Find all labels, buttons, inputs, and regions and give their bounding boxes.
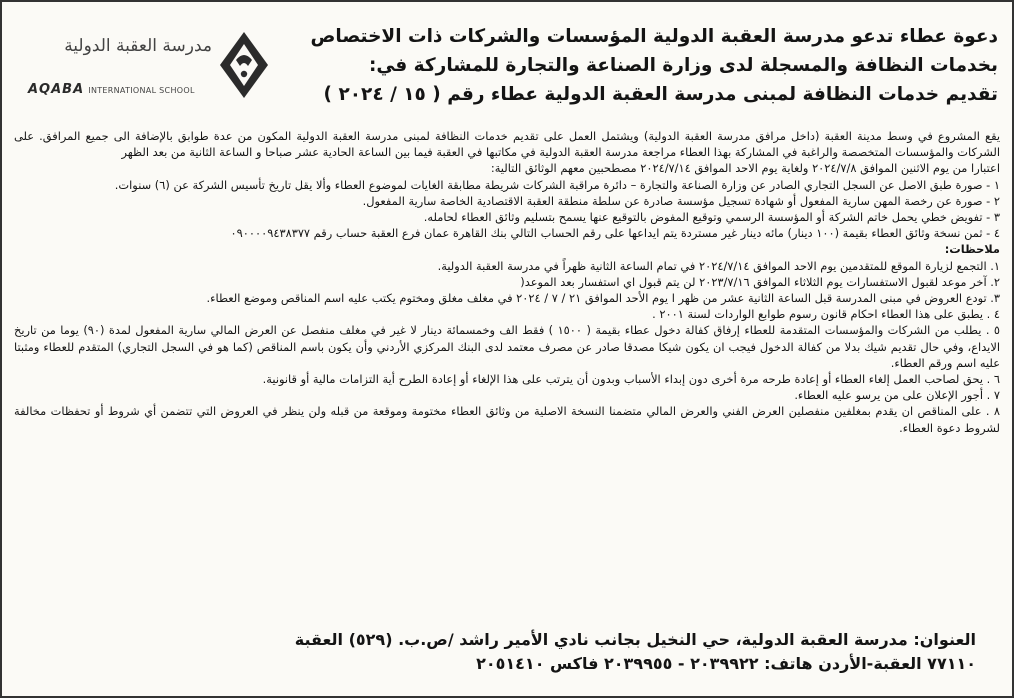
contact-footer: [136, 628, 976, 676]
notes-heading: ملاحظات:: [944, 242, 1000, 257]
document-item: ١ - صورة طبق الاصل عن السجل التجاري الصادر عن وزارة الصناعة والتجارة – دائرة مراقبة الشركات شريطة مطابقة الغايات لموضوع العطاء وألا يقل تاريخ تأسيس الشركة عن (٦) سنوات.: [114, 177, 1000, 192]
note-item: ٤ . يطبق على هذا العطاء احكام قانون رسوم طوابع الواردات لسنة ٢٠٠١ .: [652, 307, 1000, 322]
tender-body: [14, 128, 1000, 436]
school-logo: [22, 30, 272, 102]
note-item: ٦ . يحق لصاحب العمل إلغاء العطاء أو إعادة طرحه مرة أخرى دون إبداء الأسباب وبدون أن يترتب على هذا الإلغاء أو إعادة الطرح أية التزامات مالية أو قانونية.: [262, 372, 1000, 387]
document-item: ٣ - تفويض خطي يحمل خاتم الشركة أو المؤسسة الرسمي وتوقيع المفوض بالتوقيع عنها يسمح بتسليم وثائق العطاء لحامله.: [423, 210, 1000, 225]
document-item: ٤ - ثمن نسخة وثائق العطاء بقيمة (١٠٠ دينار) مائه دينار غير مستردة يتم ايداعها على رقم الحساب التالي بنك القاهرة عمان فرع العقبة حساب رقم ٠٩٠٠٠٠٩٤٣٨٣٧٧: [230, 226, 1000, 241]
title-line-1: دعوة عطاء تدعو مدرسة العقبة الدولية المؤسسات والشركات ذات الاختصاص: [310, 26, 998, 47]
logo-arabic-name: مدرسة العقبة الدولية: [64, 36, 212, 56]
address-line: العنوان: مدرسة العقبة الدولية، حي النخيل بجانب نادي الأمير راشد /ص.ب. (٥٢٩) العقبة: [294, 630, 976, 649]
phones-line: ٧٧١١٠ العقبة-الأردن هاتف: ٢٠٣٩٩٢٢ - ٢٠٣٩٩٥٥ فاكس ٢٠٥١٤١٠: [476, 654, 976, 673]
note-item: ٣. تودع العروض في مبنى المدرسة قبل الساعة الثانية عشر من ظهر ا يوم الأحد الموافق ٢١ / ٧ / ٢٠٢٤ في مغلف مغلق ومختوم يكتب عليه اسم المناقص وموضع العطاء.: [206, 291, 1000, 306]
note-item: ١. التجمع لزيارة الموقع للمتقدمين يوم الاحد الموافق ٢٠٢٤/٧/١٤ في تمام الساعة الثانية ظهراً في مدرسة العقبة الدولية.: [437, 258, 1000, 273]
logo-english-name: [28, 82, 218, 97]
document-item: ٢ - صورة عن رخصة المهن سارية المفعول أو شهادة تسجيل مؤسسة صادرة عن سلطة منطقة العقبة الاقتصادية الخاصة سارية المفعول.: [362, 193, 1000, 208]
logo-aqaba-word: AQABA: [28, 82, 85, 97]
note-item: ٨ . على المناقص ان يقدم بمغلفين منفصلين العرض الفني والعرض المالي متضمنا النسخة الاصلية من وثائق العطاء مختومة وموقعة من قبله ولن ينظر في العروض التي تتضمن أي شروط أو تحفظات مخالفة لشروط دعوة العطاء.: [14, 404, 1000, 435]
intro-paragraph: يقع المشروع في وسط مدينة العقبة (داخل مرافق مدرسة العقبة الدولية) ويشتمل العمل على تقديم خدمات النظافة لمبنى مدرسة العقبة الدولية المكون من عدة طوابق بالإضافة الى جميع المرافق. على الشركات والمؤسسات المتخصصة والراغبة في المشاركة بهذا العطاء مراجعة مدرسة العقبة الدولية في مكاتبها في العقبة فيما بين الساعة الحادية عشر صباحا و الساعة الثانية من بعد الظهر: [14, 129, 1000, 160]
logo-school-word: INTERNATIONAL SCHOOL: [88, 86, 195, 95]
tender-title: [258, 22, 998, 109]
note-item: ٧ . أجور الإعلان على من يرسو عليه العطاء.: [794, 388, 1000, 403]
title-line-3: تقديم خدمات النظافة لمبنى مدرسة العقبة الدولية عطاء رقم ( ١٥ / ٢٠٢٤ ): [323, 84, 998, 105]
header: [2, 2, 1014, 120]
dates-paragraph: اعتبارا من يوم الاثنين الموافق ٢٠٢٤/٧/٨ ولغاية يوم الاحد الموافق ٢٠٢٤/٧/١٤ مصطحبين معهم الوثائق التالية:: [490, 161, 1000, 176]
title-line-2: بخدمات النظافة والمسجلة لدى وزارة الصناعة والتجارة للمشاركة في:: [369, 55, 998, 76]
note-item: ٥ . يطلب من الشركات والمؤسسات المتقدمة للعطاء إرفاق كفالة دخول عطاء بقيمة ( ١٥٠٠ ) فقط الف وخمسمائة دينار لا غير في مغلف منفصل عن العرض المالي سارية المفعول لمدة (٩٠) يوما من تاريخ الايداع، وفي حال تقديم شيك بدلا من كفالة الدخول فيجب ان يكون شيكا مصدقا صادر عن مصرف معتمد لدى البنك المركزي الأردني وأن يكون باسم المناقص (كما هو في السجل التجاري) المتقدم للعطاء ومثبتا عليه اسم ورقم العطاء.: [14, 323, 1001, 370]
note-item: ٢. آخر موعد لقبول الاستفسارات يوم الثلاثاء الموافق ٢٠٢٣/٧/١٦ لن يتم قبول اي استفسار بعد الموعد(: [520, 274, 1000, 289]
